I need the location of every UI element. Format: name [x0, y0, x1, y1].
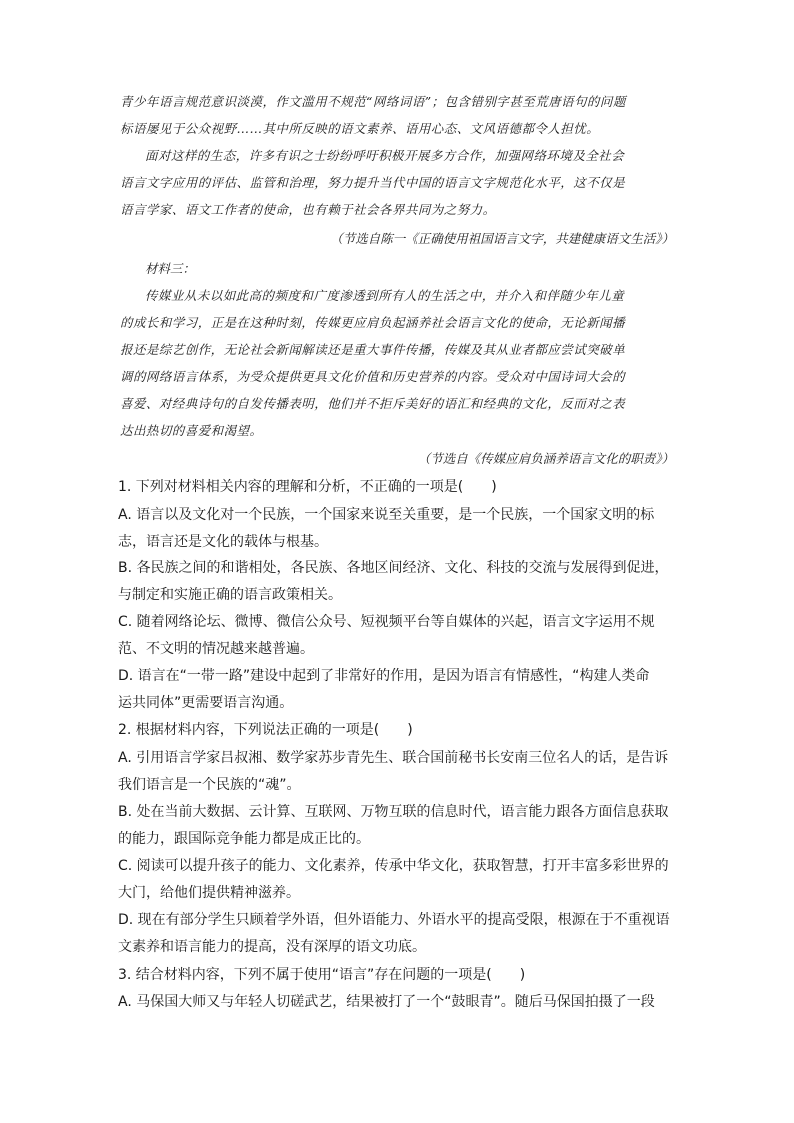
passage-line: 青少年语言规范意识淡漠，作文滥用不规范“网络词语”；包含错别字甚至荒唐语句的问题	[120, 94, 626, 109]
passage-line: 调的网络语言体系，为受众提供更具文化价值和历史营养的内容。受众对中国诗词大会的	[120, 369, 626, 384]
option-b-cont: 与制定和实施正确的语言政策相关。	[118, 587, 342, 603]
passage-line: 面对这样的生态，许多有识之士纷纷呼吁积极开展多方合作，加强网络环境及全社会	[145, 148, 625, 163]
option-a-cont: 志，语言还是文化的载体与根基。	[118, 534, 328, 550]
option-c-cont: 范、不文明的情况越来越普遍。	[118, 641, 314, 657]
option-c: C. 随着网络论坛、微博、微信公众号、短视频平台等自媒体的兴起，语言文字运用不规	[118, 614, 655, 630]
option-c: C. 阅读可以提升孩子的能力、文化素养，传承中华文化，获取智慧，打开丰富多彩世界的	[118, 858, 669, 874]
passage-line: 喜爱、对经典诗句的自发传播表明，他们并不拒斥美好的语汇和经典的文化，反而对之表	[120, 396, 626, 411]
passage-line: 传媒业从未以如此高的频度和广度渗透到所有人的生活之中，并介入和伴随少年儿童	[145, 288, 625, 303]
passage-source: （节选自《传媒应肩负涵养语言文化的职责》）	[417, 451, 674, 466]
option-b: B. 各民族之间的和谐相处，各民族、各地区间经济、文化、科技的交流与发展得到促进，	[118, 560, 669, 576]
option-d-cont: 文素养和语言能力的提高，没有深厚的语文功底。	[118, 939, 426, 955]
passage-line: 语言学家、语文工作者的使命，也有赖于社会各界共同为之努力。	[120, 202, 496, 217]
option-a: A. 语言以及文化对一个民族，一个国家来说至关重要，是一个民族，一个国家文明的标	[118, 507, 655, 523]
option-d: D. 语言在“一带一路”建设中起到了非常好的作用，是因为语言有情感性，“构建人类命	[118, 668, 650, 684]
passage-line: 的成长和学习，正是在这种时刻，传媒更应肩负起涵养社会语言文化的使命，无论新闻播	[120, 315, 626, 330]
question-stem: 3. 结合材料内容，下列不属于使用“语言”存在问题的一项是( )	[118, 967, 526, 983]
option-d: D. 现在有部分学生只顾着学外语，但外语能力、外语水平的提高受限，根源在于不重视语	[118, 912, 670, 928]
option-b: B. 处在当前大数据、云计算、互联网、万物互联的信息时代，语言能力跟各方面信息获取	[118, 804, 669, 820]
question-stem: 1. 下列对材料相关内容的理解和分析，不正确的一项是( )	[118, 479, 497, 495]
passage-source: （节选自陈一《正确使用祖国语言文字，共建健康语文生活》）	[330, 231, 674, 246]
passage-line: 达出热切的喜爱和渴望。	[120, 423, 263, 438]
option-c-cont: 大门，给他们提供精神滋养。	[118, 885, 300, 901]
passage-line: 标语屡见于公众视野……其中所反映的语文素养、语用心态、文风语德都令人担忧。	[120, 121, 600, 136]
material-label: 材料三：	[145, 261, 196, 276]
option-a: A. 马保国大师又与年轻人切磋武艺，结果被打了一个“鼓眼青”。随后马保国拍摄了一段	[118, 994, 655, 1010]
question-stem: 2. 根据材料内容，下列说法正确的一项是( )	[118, 722, 413, 738]
passage-line: 报还是综艺创作，无论社会新闻解读还是重大事件传播，传媒及其从业者都应尝试突破单	[120, 342, 626, 357]
option-a-cont: 我们语言是一个民族的“魂”。	[118, 777, 301, 793]
option-b-cont: 的能力，跟国际竞争能力都是成正比的。	[118, 831, 370, 847]
option-d-cont: 运共同体”更需要语言沟通。	[118, 695, 294, 711]
passage-line: 语言文字应用的评估、监管和治理，努力提升当代中国的语言文字规范化水平，这不仅是	[120, 175, 626, 190]
option-a: A. 引用语言学家吕叔湘、数学家苏步青先生、联合国前秘书长安南三位名人的话，是告诉	[118, 750, 669, 766]
